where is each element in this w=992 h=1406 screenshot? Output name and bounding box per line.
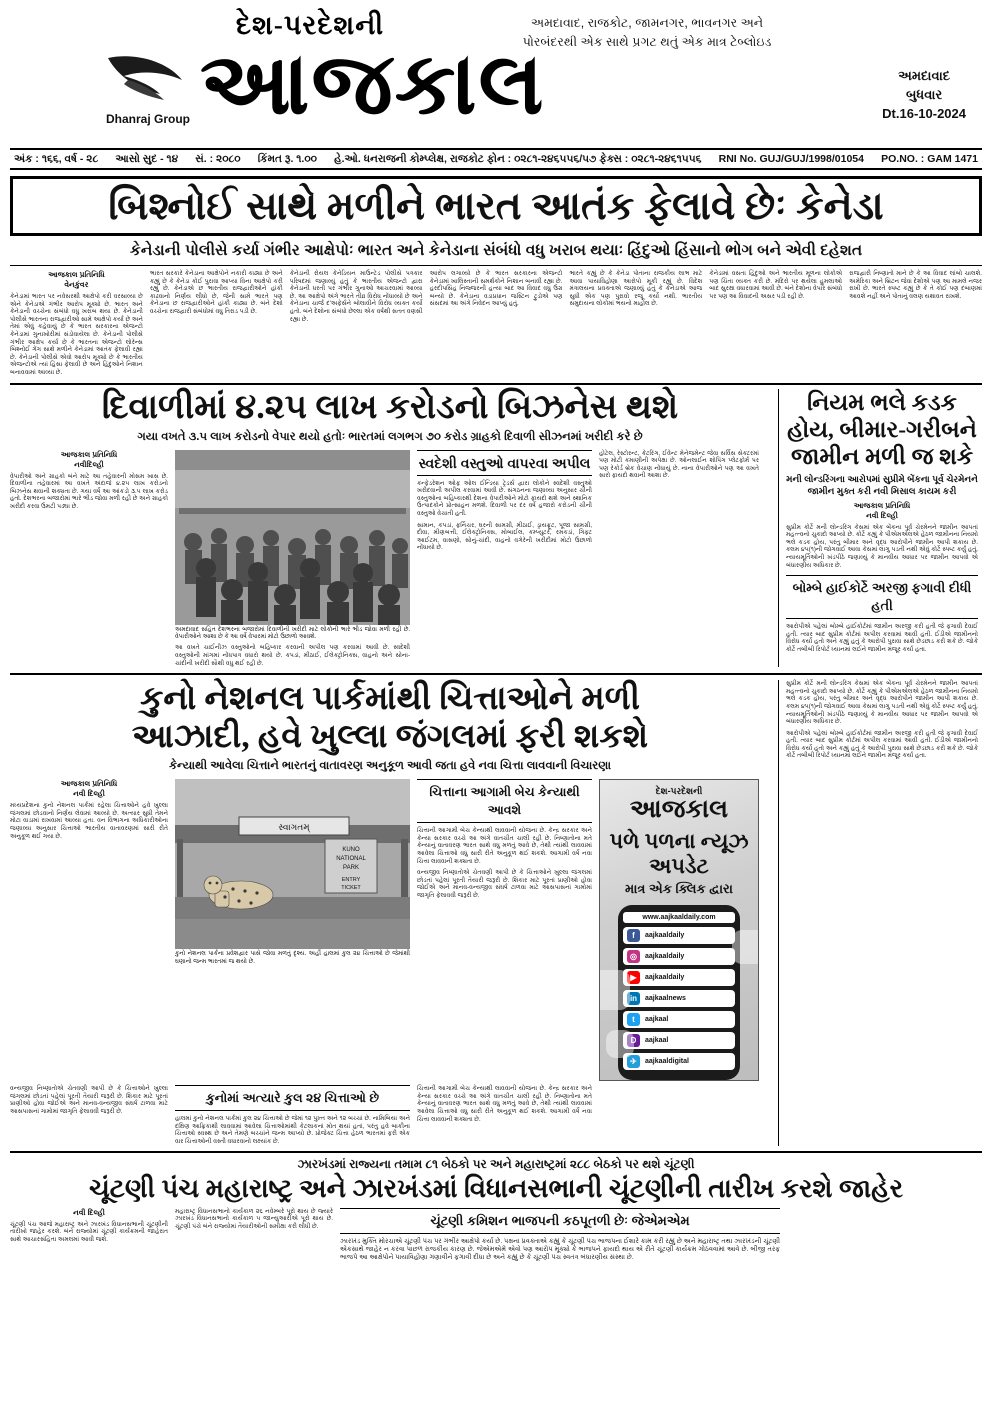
edition-place: અમદાવાદ	[898, 68, 951, 83]
byline-place: વેનકુંવર	[64, 280, 89, 289]
lead-text-5: ભારતે કહ્યું છે કે કેનેડા પોતાના રાજકીય લાભ માટે આવા પાયાવિહોણા આરોપો મૂકી રહ્યું છે. વિદેશ મંત્રાલયના પ્રવક્તાએ જણાવ્યું હતું કે કેનેડાએ આજ સુધી એક પણ પુરાવો રજૂ કર્યો નથી. ભારતીય સમુદાયના લોકોમાં ભયનો માહોલ છે.	[569, 270, 703, 308]
kuno-photo-block	[175, 779, 410, 1081]
election-column-1	[10, 1208, 168, 1263]
election-box-text: ઝારખંડ મુક્તિ મોરચાએ ચૂંટણી પંચ પર ગંભીર આક્ષેપો કર્યા છે. પક્ષના પ્રવક્તાએ કહ્યું કે ચૂંટણી પંચ ભાજપના ઈશારે કામ કરી રહ્યું છે અને મહારાષ્ટ્ર તથા ઝારખંડની ચૂંટણી એકસાથે જાહેર ન કરવા પાછળ રાજકીય કારણ છે. જેએમએમે એવો પણ આરોપ મૂક્યો કે ભાજપને ફાયદો થાય એ રીતે ચૂંટણી કાર્યક્રમ ગોઠવવામાં આવે છે. બીજી તરફ ભાજપે આ આક્ષેપોને પાયાવિહોણા ગણાવીને ફગાવી દીધા છે અને કહ્યું છે કે ચૂંટણી પંચ સ્વતંત્ર બંધારણીય સંસ્થા છે.	[340, 1237, 780, 1262]
kuno-lower-text-3: ચિત્તાની આગામી બેચ કેન્યાથી લાવવાની યોજના છે. કેન્દ્ર સરકાર અને કેન્યા સરકાર વચ્ચે આ અંગે વાતચીત ચાલી રહી છે. નિષ્ણાતોના મતે કેન્યાનું વાતાવરણ ભારત સાથે વધુ મળતું આવે છે, તેથી ત્યાંથી લાવવામાં આવેલા ચિત્તાઓ વધુ સારી રીતે અનુકૂળ થઈ શકશે. આગામી વર્ષે નવા ચિત્તા લાવવાની શક્યતા છે.	[417, 1085, 592, 1123]
hc-text: આરોપીએ પહેલાં બોમ્બે હાઈકોર્ટમાં જામીન અરજી કરી હતી જે ફગાવી દેવાઈ હતી. ત્યાર બાદ સુપ્રીમ કોર્ટમાં અપીલ કરવામાં આવી હતી. ઈડીએ જામીનનો વિરોધ કર્યો હતો અને કહ્યું હતું કે આરોપી પુરાવા સાથે છેડછાડ કરી શકે છે. જોકે કોર્ટે તબીબી રિપોર્ટ ધ્યાનમાં લઈને જામીન મંજૂર કર્યા હતા.	[786, 623, 978, 653]
lead-story-columns	[10, 270, 982, 377]
lead-text-6: કેનેડામાં વસતા હિંદુઓ અને ભારતીય મૂળના લોકોએ પણ ચિંતા વ્યક્ત કરી છે. મંદિરો પર થયેલા હુમલાઓ બાદ સુરક્ષા વધારવામાં આવી છે. બંને દેશોના વેપાર સંબંધો પર પણ આ વિવાદની અસર પડી રહી છે.	[709, 270, 843, 300]
hc-headline: બોમ્બે હાઈકોર્ટે અરજી ફગાવી દીધી હતી	[786, 575, 978, 619]
promo-brand-kicker: દેશ-પરદેશની	[655, 786, 703, 797]
office-address: હે.ઓ. ધનરાજની કોમ્પ્લેક્ષ, રાજકોટ ફોન : ૦૨૮૧-૨૪૬૫૫૬/૫૭ ફેક્સ : ૦૨૮૧-૨૪૬૧૫૫૬	[334, 152, 702, 165]
business-column-1	[10, 450, 168, 668]
byline-agency: આજકાલ પ્રતિનિધિ	[48, 270, 105, 279]
section-kuno	[10, 673, 982, 1145]
social-handle: aajkaal	[645, 1037, 669, 1045]
twitter-icon: t	[627, 1013, 640, 1026]
social-handle: aajkaaldaily	[645, 932, 685, 940]
business-text-3: હોટેલ, રેસ્ટોરન્ટ, કેટરિંગ, ઈવેન્ટ મેનેજમેન્ટ જેવા સર્વિસ સેક્ટરમાં પણ મોટી કમાણીની અપેક્ષા છે. ઓનલાઈન શોપિંગ પ્લેટફોર્મ પર પણ રેકોર્ડ બ્રેક વેચાણ નોંધાયું છે. નાના વેપારીઓને પણ આ વખતે સારો ફાયદો થવાની આશા છે.	[599, 449, 759, 480]
section-election	[10, 1151, 982, 1263]
svg-text:PARK: PARK	[343, 865, 359, 872]
lead-byline	[10, 270, 143, 290]
business-columns	[10, 450, 770, 668]
social-handle: aajkaalnews	[645, 995, 686, 1003]
bail-story	[778, 389, 978, 668]
kuno-subbox-text: હાલમાં કુનો નેશનલ પાર્કમાં કુલ ૨૪ ચિત્તાઓ છે જેમાં ૧૨ પુખ્ત અને ૧૨ બચ્ચાં છે. નામિબિયા અને દક્ષિણ આફ્રિકાથી લાવવામાં આવેલા ચિત્તાઓમાંથી કેટલાકનાં મોત થયાં હતાં, પરંતુ હવે બાકીના ચિત્તાઓ સ્વસ્થ છે અને તેમણે બચ્ચાંને જન્મ આપ્યો છે. પ્રોજેક્ટ ચિત્તા હેઠળ ભારતમાં ફરી એક વાર ચિત્તાઓની વસ્તી વધારવાનો લક્ષ્યાંક છે.	[175, 1115, 410, 1145]
byline-place: નવી દિલ્હી	[866, 510, 898, 520]
svg-text:સ્વાગતમ્: સ્વાગતમ્	[278, 822, 310, 833]
social-row-dailyhunt[interactable]	[623, 1032, 735, 1049]
kuno-rail-text-1: સુપ્રીમ કોર્ટે મની લોન્ડરિંગ કેસમાં એક બેંકના પૂર્વ ચેરમેનને જામીન આપતાં મહત્ત્વનો ચુકાદો આપ્યો છે. કોર્ટે કહ્યું કે પીએમએલએ હેઠળ જામીનના નિયમો ભલે કડક હોય, પરંતુ બીમાર અને વૃદ્ધ આરોપીને જામીન આપી શકાય છે. કલમ ૪૫(૧)ની જોગવાઈ આવા કેસમાં લાગુ પડતી નથી એવું કોર્ટે સ્પષ્ટ કર્યું હતું. ન્યાયમૂર્તિઓની ખંડપીઠે જણાવ્યું કે માનવીય આધાર પર જામીન આપવો એ બંધારણીય અધિકાર છે.	[786, 680, 978, 726]
kuno-headline-line-1: કુનો નેશનલ પાર્કમાંથી ચિત્તાઓને મળી	[140, 681, 640, 718]
lead-column-5	[569, 270, 702, 377]
kuno-lower-columns	[10, 1085, 770, 1145]
kuno-subbox-title: કુનોમાં અત્યારે કુલ ૨૪ ચિત્તાઓ છે	[175, 1085, 410, 1111]
election-box-title: ચૂંટણી કમિશન ભાજપની કઠપૂતળી છેઃ જેએમએમ	[340, 1208, 780, 1234]
business-text-2: આ વખતે ચાઈનીઝ વસ્તુઓનો બહિષ્કાર કરવાની અપીલ પણ કરવામાં આવી છે. સ્વદેશી વસ્તુઓની માંગમાં નોંધપાત્ર વધારો થયો છે. કપડાં, મીઠાઈ, ઈલેક્ટ્રોનિક્સ, વાહનો અને સોના-ચાંદીની ખરીદી સૌથી વધુ થઈ રહી છે.	[175, 644, 410, 667]
election-box	[340, 1208, 780, 1263]
byline-place: નવી દિલ્હી	[73, 1207, 105, 1217]
byline-place: નવીદિલ્હી	[74, 459, 104, 469]
promo-brand-title: આજકાલ	[629, 796, 729, 824]
linkedin-icon: in	[627, 992, 640, 1005]
publisher-logo-text: Dhanraj Group	[105, 112, 190, 126]
telegram-icon: ✈	[627, 1055, 640, 1068]
business-subhead: ગયા વખતે ૩.૫ લાખ કરોડનો વેપાર થયો હતોઃ ભારતમાં લગભગ ૭૦ કરોડ ગ્રાહકો દિવાળી સીઝનમાં ખરીદી કરે છે	[137, 430, 643, 443]
lead-text-7: રાજદ્વારી નિષ્ણાતો માને છે કે આ વિવાદ લાંબો ચાલશે. અમેરિકા અને બ્રિટન જેવા દેશોએ પણ આ મામલે નજર રાખી છે. ભારતે સ્પષ્ટ કહ્યું છે કે તે કોઈ પણ દબાણમાં આવશે નહીં અને પોતાનું વલણ યથાવત રાખશે.	[849, 270, 983, 300]
swadeshi-items: સામાન, કપડાં, ફર્નિચર, ઘરની સામગ્રી, મીઠાઈ, ડ્રાયફ્રૂટ, પૂજા સામગ્રી, દીવા, મીણબત્તી, ઈલેક્ટ્રોનિક્સ, મોબાઈલ, કમ્પ્યુટર, રમકડાં, ગિફ્ટ આઈટમ, વાસણો, સોનું-ચાંદી, વાહનો વગેરેની ખરીદીમાં મોટો ઉછાળો નોંધાયો છે.	[417, 521, 592, 552]
lead-column-7	[849, 270, 982, 377]
social-row-instagram[interactable]	[623, 948, 735, 965]
business-headline: દિવાળીમાં ૪.૨૫ લાખ કરોડનો બિઝનેસ થશે	[101, 388, 679, 426]
masthead-dateline	[882, 66, 966, 123]
kuno-text-1: મધ્યપ્રદેશના કુનો નેશનલ પાર્કમાં રહેલા ચિત્તાઓને હવે ખુલ્લા જંગલમાં છોડવાનો નિર્ણય લેવામાં આવ્યો છે. અત્યાર સુધી તેમને મોટા વાડામાં રાખવામાં આવ્યા હતા. વન વિભાગના અધિકારીઓના જણાવ્યા અનુસાર ચિત્તાઓ ભારતીય વાતાવરણમાં સારી રીતે અનુકૂળ થઈ ગયા છે.	[10, 802, 168, 840]
business-column-4	[599, 450, 759, 668]
election-headline: ચૂંટણી પંચ મહારાષ્ટ્ર અને ઝારખંડમાં વિધાનસભાની ચૂંટણીની તારીખ કરશે જાહેર	[88, 1173, 904, 1203]
election-column-2	[175, 1208, 333, 1263]
lead-text-2: ભારત સરકારે કેનેડાના આક્ષેપોને નકારી કાઢ્યા છે અને કહ્યું છે કે કેનેડા કોઈ પુરાવા આપ્યા વિના આક્ષેપો કરી રહ્યું છે. કેનેડાએ છ ભારતીય રાજદ્વારીઓને હાંકી કાઢવાનો નિર્ણય લીધો છે, જેની સામે ભારતે પણ કેનેડાના છ રાજદ્વારીઓને હાંકી કાઢ્યા છે. બંને દેશો વચ્ચેના રાજદ્વારી સંબંધોમાં વધુ તિરાડ પડી છે.	[149, 270, 283, 315]
kuno-columns	[10, 779, 770, 1081]
kuno-byline	[10, 779, 168, 799]
lead-text-1: કેનેડામાં ભારત પર નવેસરથી આક્ષેપો કરી વરસાવ્યા છે એને કેનેડાએ ગંભીર આરોપ મૂક્યો છે. ભારત અને કેનેડાની વચ્ચેના સંબંધો વધુ ખરાબ થયા છે. કેનેડાની પોલીસે ભારતના રાજદ્વારીઓ સામે આક્ષેપો કર્યા છે અને તેમાં એવું કહેવાયું છે કે ભારત સરકારના એજન્ટો કેનેડામાં ગુનાખોરીમાં સંડોવાયેલા છે. કેનેડાની પોલીસે ગંભીર આક્ષેપ કર્યા છે કે ભારતના એજન્ટો લોરેન્સ બિશ્નોઈ ગેંગ સાથે મળીને કેનેડામાં આતંક ફેલાવી રહ્યા છે. કેનેડાની પોલીસે એવો આરોપ મૂક્યો છે કે ભારતીય એજન્ટોએ ત્યાં હિંસા ફેલાવી છે અને હિંદુઓને નિશાન બનાવવામાં આવ્યા છે.	[10, 293, 143, 376]
lead-text-3: કેનેડાની રોયલ કેનેડિયન માઉન્ટેડ પોલીસે પત્રકાર પરિષદમાં જણાવ્યું હતું કે ભારતીય એજન્ટો દ્વારા કેનેડાની ધરતી પર ગંભીર ગુનાઓ આચરવામાં આવ્યા છે. આ આક્ષેપો અંગે ભારતે તીવ્ર વિરોધ નોંધાવ્યો છે અને કેનેડાના ચાર્જ દ'અફેર્સને બોલાવીને વિરોધ વ્યક્ત કર્યો હતો. બંને દેશોના સંબંધો છેલ્લા એક વર્ષથી સતત વણસી રહ્યા છે.	[289, 270, 423, 323]
lead-column-4	[430, 270, 563, 377]
masthead	[10, 6, 982, 146]
samvat: સં. : ૨૦૮૦	[195, 152, 241, 165]
byline-place: નવી દિલ્હી	[73, 789, 105, 799]
issue-number: અંક : ૧૬૬, વર્ષ - ૨૮	[14, 152, 99, 165]
bail-subhead: મની લોન્ડરિંગના આરોપમાં સુપ્રીમે બેંકના પૂર્વ ચેરમેનને જામીન મુક્ત કરી નવી મિસાલ કાયમ કરી	[786, 473, 978, 496]
business-text-1: વેપારીઓ અને ગ્રાહકો બંને માટે આ તહેવારની મોસમ ખાસ છે. દિવાળીના તહેવારમાં આ વખતે અંદાજે ૪.૨૫ લાખ કરોડનો બિઝનેસ થવાની શક્યતા છે. ગયા વર્ષે આ આંકડો ૩.૫ લાખ કરોડ હતો. દેશભરના બજારોમાં ભારે ભીડ જોવા મળી રહી છે અને ગ્રાહકો ખરીદી કરવા ઉમટી પડ્યા છે.	[10, 472, 168, 510]
election-text-2: મહારાષ્ટ્ર વિધાનસભાનો કાર્યકાળ ૨૬ નવેમ્બરે પૂરો થાય છે જ્યારે ઝારખંડ વિધાનસભાનો કાર્યકાળ ૫ જાન્યુઆરીએ પૂરો થાય છે. ચૂંટણી પંચે બંને રાજ્યોમાં તૈયારીઓની સમીક્ષા કરી લીધી છે.	[175, 1207, 333, 1230]
market-photo-caption: અમદાવાદ સહિત દેશભરના બજારોમાં દિવાળીની ખરીદી માટે લોકોની ભારે ભીડ જોવા મળી રહી છે. વેપારીઓને આશા છે કે આ વર્ષે વેપારમાં મોટો ઉછાળો આવશે.	[175, 626, 410, 640]
kuno-mid-text-2: વન્યજીવ નિષ્ણાતોએ ચેતવણી આપી છે કે ચિત્તાઓને ખુલ્લા જંગલમાં છોડતાં પહેલાં પૂરતી તૈયારી જરૂરી છે. શિકાર માટે પૂરતાં પ્રાણીઓ હોવા જોઈએ અને માનવ-વન્યજીવ સંઘર્ષ ટાળવા માટે આસપાસનાં ગામોમાં જાગૃતિ ફેલાવવી જરૂરી છે.	[417, 869, 592, 899]
bail-text: સુપ્રીમ કોર્ટે મની લોન્ડરિંગ કેસમાં એક બેંકના પૂર્વ ચેરમેનને જામીન આપતાં મહત્ત્વનો ચુકાદો આપ્યો છે. કોર્ટે કહ્યું કે પીએમએલએ હેઠળ જામીનના નિયમો ભલે કડક હોય, પરંતુ બીમાર અને વૃદ્ધ આરોપીને જામીન આપી શકાય છે. કલમ ૪૫(૧)ની જોગવાઈ આવા કેસમાં લાગુ પડતી નથી એવું કોર્ટે સ્પષ્ટ કર્યું હતું. ન્યાયમૂર્તિઓની ખંડપીઠે જણાવ્યું કે માનવીય આધાર પર જામીન આપવો એ બંધારણીય અધિકાર છે.	[786, 523, 978, 569]
instagram-icon: ◎	[627, 950, 640, 963]
lead-headline-box	[10, 176, 982, 236]
masthead-kicker: દેશ-પરદેશની	[235, 10, 385, 40]
lead-headline: બિશ્નોઈ સાથે મળીને ભારત આતંક ફેલાવે છેઃ કેનેડા	[108, 185, 884, 228]
social-row-youtube[interactable]	[623, 969, 735, 986]
kuno-mid-column	[417, 779, 592, 1081]
section-business	[10, 383, 982, 668]
byline-agency: આજકાલ પ્રતિનિધિ	[60, 449, 118, 459]
phone-mockup	[618, 905, 740, 1080]
promo-line-2: માત્ર એક ક્લિક દ્વારા	[625, 881, 733, 897]
lead-column-2	[150, 270, 283, 377]
kuno-story	[10, 680, 770, 1145]
lead-column-6	[709, 270, 842, 377]
election-byline	[10, 1208, 168, 1218]
business-photo-block	[175, 450, 410, 668]
facebook-icon: f	[627, 929, 640, 942]
promo-ad-slot	[599, 779, 759, 1081]
promo-website[interactable]: www.aajkaaldaily.com	[623, 912, 735, 923]
social-row-twitter[interactable]	[623, 1011, 735, 1028]
kuno-lower-col-3	[417, 1085, 592, 1145]
swadeshi-box-text: કન્ફેડરેશન ઓફ ઓલ ઈન્ડિયા ટ્રેડર્સ દ્વારા લોકોને સ્વદેશી વસ્તુઓ ખરીદવાની અપીલ કરવામાં આવી છે. સંગઠનના જણાવ્યા અનુસાર ચીની વસ્તુઓના બહિષ્કારથી દેશના વેપારીઓને મોટો ફાયદો થશે અને સ્થાનિક ઉત્પાદકોને પ્રોત્સાહન મળશે. દિવાળી પર દર વર્ષે હજારો કરોડની ચીની વસ્તુઓ વેચાતી હતી.	[417, 479, 592, 517]
kuno-gate-illustration	[175, 779, 410, 949]
social-row-telegram[interactable]	[623, 1053, 735, 1070]
kuno-photo-caption: કુનો નેશનલ પાર્કના પ્રવેશદ્વાર પાસે જોવા મળતું દૃશ્ય. અહીં હાલમાં કુલ ૨૪ ચિત્તાઓ છે જેમાંથી ઘણાનો જન્મ ભારતમાં જ થયો છે.	[175, 951, 410, 965]
business-byline	[10, 450, 168, 470]
kuno-right-rail	[778, 680, 978, 1145]
svg-text:NATIONAL: NATIONAL	[336, 856, 366, 863]
social-row-facebook[interactable]	[623, 927, 735, 944]
social-handle: aajkaaldaily	[645, 953, 685, 961]
bail-byline	[786, 501, 978, 521]
masthead-editions	[482, 14, 812, 52]
byline-agency: આજકાલ પ્રતિનિધિ	[853, 500, 911, 510]
info-bar	[10, 148, 982, 170]
kuno-subbox	[175, 1085, 410, 1145]
svg-text:TICKET: TICKET	[341, 885, 361, 892]
market-crowd-illustration	[175, 450, 410, 625]
kuno-gate-photo	[175, 779, 410, 949]
kuno-rail-text-2: આરોપીએ પહેલાં બોમ્બે હાઈકોર્ટમાં જામીન અરજી કરી હતી જે ફગાવી દેવાઈ હતી. ત્યાર બાદ સુપ્રીમ કોર્ટમાં અપીલ કરવામાં આવી હતી. ઈડીએ જામીનનો વિરોધ કર્યો હતો અને કહ્યું હતું કે આરોપી પુરાવા સાથે છેડછાડ કરી શકે છે. જોકે કોર્ટે તબીબી રિપોર્ટ ધ્યાનમાં લઈને જામીન મંજૂર કર્યા હતા.	[786, 729, 978, 760]
masthead-title: આજકાલ	[200, 36, 546, 132]
publisher-logo	[102, 50, 198, 134]
social-row-linkedin[interactable]	[623, 990, 735, 1007]
svg-text:ENTRY: ENTRY	[341, 877, 361, 884]
kuno-subhead: કેન્યાથી આવેલા ચિત્તાને ભારતનું વાતાવરણ અનુકૂળ આવી જતા હવે નવા ચિત્તા લાવવાની વિચારણા	[168, 760, 612, 773]
edition-date: Dt.16-10-2024	[882, 106, 966, 121]
bail-headline: નિયમ ભલે કડક હોય, બીમાર-ગરીબને જામીન મળી જ શકે	[787, 389, 977, 469]
editions-line-1: અમદાવાદ, રાજકોટ, જામનગર, ભાવનગર અને	[530, 16, 764, 30]
editions-line-2: પોરબંદરથી એક સાથે પ્રગટ થતું એક માત્ર ટેબ્લોઇડ	[522, 35, 772, 49]
kuno-lower-col-4	[599, 1085, 759, 1145]
lead-column-1	[10, 270, 143, 377]
price: કિંમત રૂ. ૧.૦૦	[257, 152, 317, 165]
kuno-lower-text-1: વન્યજીવ નિષ્ણાતોએ ચેતવણી આપી છે કે ચિત્તાઓને ખુલ્લા જંગલમાં છોડતાં પહેલાં પૂરતી તૈયારી જરૂરી છે. શિકાર માટે પૂરતાં પ્રાણીઓ હોવા જોઈએ અને માનવ-વન્યજીવ સંઘર્ષ ટાળવા માટે આસપાસનાં ગામોમાં જાગૃતિ ફેલાવવી જરૂરી છે.	[10, 1085, 168, 1115]
social-handle: aajkaal	[645, 1016, 669, 1024]
promo-line-1: પળે પળના ન્યૂઝ અપડેટ	[609, 829, 749, 879]
kuno-headline-line-2: આઝાદી, હવે ખુલ્લા જંગલમાં ફરી શકશે	[131, 719, 649, 756]
social-handle: aajkaaldigital	[645, 1058, 689, 1066]
swoosh-icon	[102, 50, 186, 112]
swadeshi-box	[417, 450, 592, 668]
kuno-lower-col-1	[10, 1085, 168, 1145]
kuno-mid-text: ચિત્તાની આગામી બેચ કેન્યાથી લાવવાની યોજના છે. કેન્દ્ર સરકાર અને કેન્યા સરકાર વચ્ચે આ અંગે વાતચીત ચાલી રહી છે. નિષ્ણાતોના મતે કેન્યાનું વાતાવરણ ભારત સાથે વધુ મળતું આવે છે, તેથી ત્યાંથી લાવવામાં આવેલા ચિત્તાઓ વધુ સારી રીતે અનુકૂળ થઈ શકશે. આગામી વર્ષે નવા ચિત્તા લાવવાની શક્યતા છે.	[417, 827, 592, 865]
election-text-1: ચૂંટણી પંચ આજે મહારાષ્ટ્ર અને ઝારખંડ વિધાનસભાની ચૂંટણીની તારીખો જાહેર કરશે. બંને રાજ્યોમાં ચૂંટણી કાર્યક્રમની જાહેરાત સાથે આચારસંહિતા અમલમાં આવી જશે.	[10, 1220, 168, 1243]
market-crowd-photo	[175, 450, 410, 625]
promo-ad[interactable]	[599, 779, 759, 1081]
swadeshi-box-title: સ્વદેશી વસ્તુઓ વાપરવા અપીલ	[417, 450, 592, 476]
byline-agency: આજકાલ પ્રતિનિધિ	[60, 779, 118, 789]
lead-text-4: આરોપ લગાવ્યો છે કે ભારત સરકારના એજન્ટો કેનેડામાં ખાલિસ્તાની સમર્થકોને નિશાન બનાવી રહ્યા છે. હરદીપસિંહ નિજ્જરની હત્યા બાદ આ વિવાદ વધુ ઉગ્ર બન્યો છે. કેનેડાના વડાપ્રધાન જસ્ટિન ટ્રુડોએ પણ સંસદમાં આ અંગે નિવેદન આપ્યું હતું.	[429, 270, 563, 308]
business-story	[10, 389, 770, 668]
social-handle: aajkaaldaily	[645, 974, 685, 982]
svg-text:KUNO: KUNO	[342, 847, 360, 854]
election-kicker: ઝારખંડમાં રાજ્યના તમામ ૮૧ બેઠકો પર અને મહારાષ્ટ્રમાં ૨૮૮ બેઠકો પર થશે ચૂંટણી	[297, 1156, 695, 1171]
election-columns	[10, 1208, 982, 1263]
tithi: આસો સુદ - ૧૪	[115, 152, 179, 165]
promo-brand	[600, 780, 758, 823]
po-number: PO.NO. : GAM 1471	[881, 153, 978, 165]
lead-column-3	[290, 270, 423, 377]
kuno-mid-title: ચિત્તાના આગામી બેચ કેન્યાથી આવશે	[417, 779, 592, 823]
edition-day: બુધવાર	[905, 87, 943, 102]
rni-number: RNI No. GUJ/GUJ/1998/01054	[718, 153, 864, 165]
lead-subhead: કેનેડાની પોલીસે કર્યા ગંભીર આક્ષેપોઃ ભારત અને કેનેડાના સંબંધો વધુ ખરાબ થયાઃ હિંદુઓ હિંસાનો ભોગ બને એવી દહેશત	[10, 241, 982, 266]
kuno-column-1	[10, 779, 168, 1081]
dailyhunt-icon: D	[627, 1034, 640, 1047]
youtube-icon: ▶	[627, 971, 640, 984]
